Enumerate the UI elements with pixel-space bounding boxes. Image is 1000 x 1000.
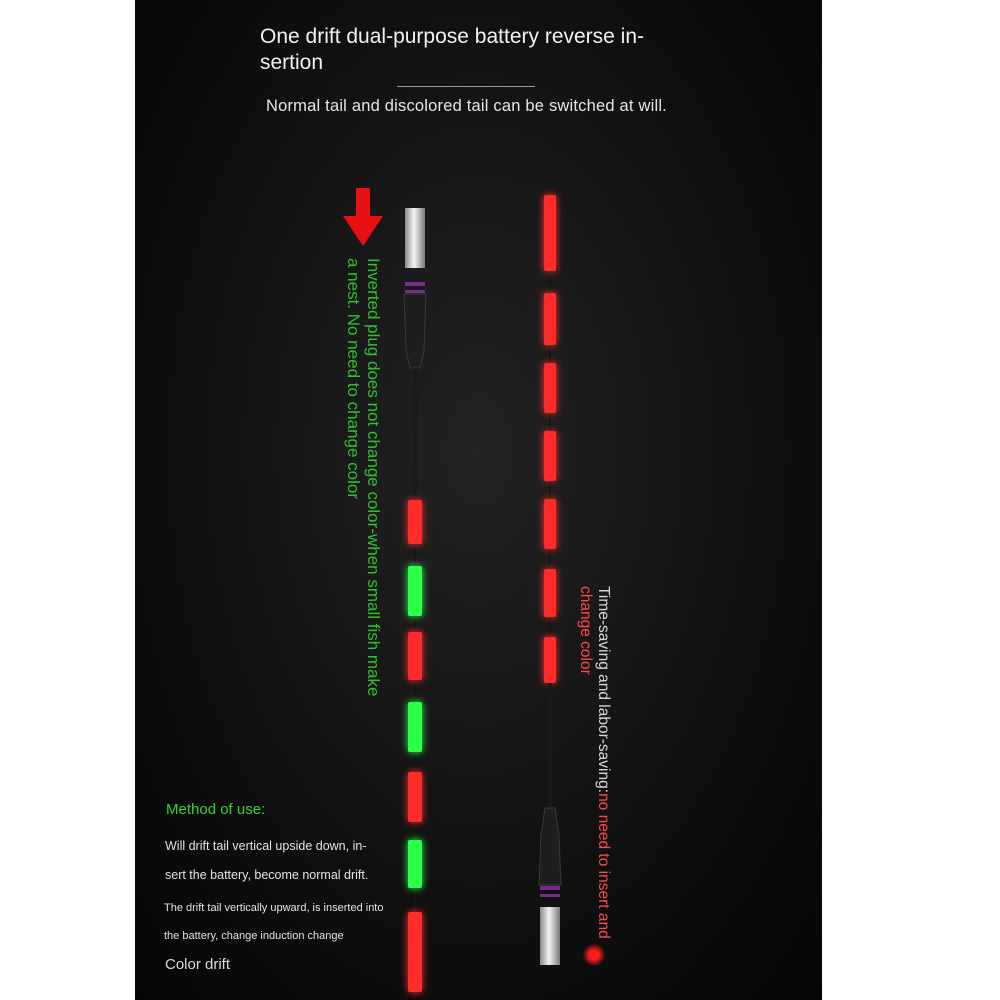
segment-red bbox=[544, 499, 556, 549]
battery-cap-right bbox=[540, 907, 560, 965]
down-arrow-icon bbox=[343, 188, 383, 246]
method-title: Method of use: bbox=[166, 801, 266, 818]
float-left bbox=[390, 200, 440, 1000]
segment-green bbox=[408, 702, 422, 752]
method-step-2: The drift tail vertically upward, is inserted into the battery, change induction change bbox=[164, 902, 384, 942]
right-callout-highlight: no need to insert and change color bbox=[577, 586, 612, 939]
segment-red bbox=[544, 195, 556, 271]
method-step-3: Color drift bbox=[165, 956, 231, 973]
method-step-1: Will drift tail vertical upside down, in-sert the battery, become normal drift. bbox=[165, 839, 369, 882]
page-subtitle: Normal tail and discolored tail can be switched at will. bbox=[266, 97, 667, 115]
segment-red bbox=[544, 293, 556, 345]
segment-red bbox=[544, 363, 556, 413]
battery-cap-left bbox=[405, 208, 425, 268]
segment-green bbox=[408, 840, 422, 888]
segment-red bbox=[544, 637, 556, 683]
segment-red bbox=[544, 431, 556, 481]
segment-red bbox=[544, 569, 556, 617]
segment-red bbox=[408, 912, 422, 992]
title-divider bbox=[397, 86, 535, 87]
left-callout: Inverted plug does not change color-when small fish make a nest. No need to change color bbox=[344, 258, 383, 697]
segment-green bbox=[408, 566, 422, 616]
float-right bbox=[525, 185, 575, 985]
right-callout bbox=[576, 586, 612, 976]
segment-red bbox=[408, 500, 422, 544]
segment-red bbox=[408, 632, 422, 680]
product-panel bbox=[135, 0, 822, 1000]
red-glow-dot bbox=[583, 944, 605, 966]
segment-red bbox=[408, 772, 422, 822]
right-callout-prefix: Time-saving and labor-saving: bbox=[595, 586, 612, 794]
page-title: One drift dual-purpose battery reverse in-sertion bbox=[260, 25, 645, 74]
